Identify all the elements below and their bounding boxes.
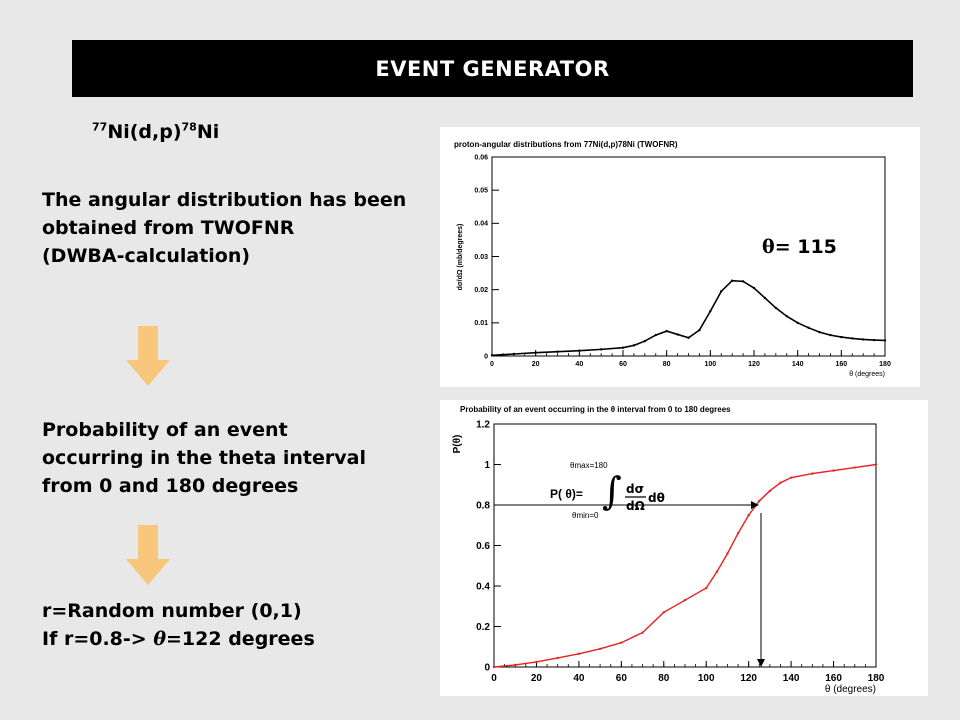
data-point <box>753 287 755 289</box>
data-point <box>665 330 667 332</box>
y-axis-label: dσ/dΩ (mb/degrees) <box>457 223 464 291</box>
data-point <box>600 348 602 350</box>
text-line: (DWBA-calculation) <box>42 245 251 267</box>
data-point <box>716 571 718 573</box>
x-tick-label: 140 <box>782 673 800 684</box>
data-point <box>807 327 809 329</box>
data-point <box>720 290 722 292</box>
text-line <box>42 625 422 653</box>
formula-denominator: dΩ <box>626 499 645 513</box>
data-point <box>731 280 733 282</box>
data-point <box>535 661 537 663</box>
theta-peak-label <box>762 236 837 258</box>
text-line: r=Random number (0,1) <box>42 600 302 622</box>
x-tick-label: 180 <box>867 673 885 684</box>
random-number-text <box>42 597 422 653</box>
text-line: Probability of an event <box>42 419 288 441</box>
y-tick-label: 1 <box>484 459 490 471</box>
data-point <box>644 340 646 342</box>
data-point <box>747 514 749 516</box>
theta-symbol: θ <box>153 628 167 650</box>
data-point <box>578 349 580 351</box>
plot-frame <box>494 424 876 667</box>
x-tick-label: 20 <box>531 361 540 368</box>
text-line: occurring in the theta interval <box>42 447 366 469</box>
x-tick-label: 140 <box>791 361 804 368</box>
x-tick-label: 80 <box>662 361 671 368</box>
cumulative-probability-svg <box>440 400 928 696</box>
reaction-core: Ni(d,p) <box>107 121 182 143</box>
data-point <box>811 472 813 474</box>
x-tick-label: 60 <box>615 673 627 684</box>
x-tick-label: 40 <box>573 673 585 684</box>
data-point <box>769 490 771 492</box>
data-point <box>851 337 853 339</box>
x-tick-label: 40 <box>575 361 584 368</box>
formula-numerator: dσ <box>626 482 644 496</box>
formula-prefix: P( θ)= <box>550 487 583 501</box>
theta-peak-value: = 115 <box>774 236 837 258</box>
y-tick-label: 0.2 <box>476 621 490 633</box>
data-point <box>862 338 864 340</box>
data-point <box>684 599 686 601</box>
formula-lower-limit: θmin=0 <box>572 511 599 520</box>
data-point <box>796 322 798 324</box>
x-axis-label: θ (degrees) <box>824 684 876 695</box>
x-tick-label: 100 <box>697 673 715 684</box>
slide-title: EVENT GENERATOR <box>72 40 913 97</box>
x-tick-label: 180 <box>879 361 891 368</box>
cumulative-probability-plot <box>440 400 928 696</box>
data-point <box>709 310 711 312</box>
x-tick-label: 60 <box>619 361 627 368</box>
mass-number-78: 78 <box>181 120 197 134</box>
data-point <box>818 331 820 333</box>
plot-title: Probability of an event occurring in the θ interval from 0 to 180 degrees <box>460 405 731 414</box>
y-tick-label: 0.4 <box>476 581 490 593</box>
y-tick-label: 0.8 <box>476 500 490 512</box>
x-tick-label: 0 <box>490 361 494 368</box>
y-tick-label: 0 <box>484 662 490 674</box>
x-tick-label: 20 <box>530 673 543 684</box>
formula-upper-limit: θmax=180 <box>570 461 608 470</box>
data-point <box>884 339 886 341</box>
data-point <box>875 463 877 465</box>
x-tick-label: 160 <box>835 361 848 368</box>
data-point <box>556 657 558 659</box>
plot-title: proton-angular distributions from 77Ni(d,p)78Ni (TWOFNR) <box>454 140 678 149</box>
data-point <box>775 307 777 309</box>
data-point <box>840 336 842 338</box>
data-point <box>873 339 875 341</box>
down-arrow-icon <box>126 525 170 585</box>
data-point <box>829 334 831 336</box>
data-point <box>578 653 580 655</box>
reaction-product: Ni <box>196 121 220 143</box>
y-tick-label: 0.6 <box>476 540 490 552</box>
angular-distribution-plot <box>440 127 920 387</box>
data-point <box>620 642 622 644</box>
y-tick-label: 0.02 <box>474 287 488 294</box>
down-arrow-icon <box>126 326 170 386</box>
data-point <box>705 587 707 589</box>
x-tick-label: 100 <box>704 361 717 368</box>
data-point <box>513 353 515 355</box>
data-point <box>663 611 665 613</box>
y-tick-label: 0.01 <box>474 320 488 328</box>
y-tick-label: 0.05 <box>474 187 488 195</box>
y-tick-label: 0.03 <box>474 253 488 261</box>
data-point <box>676 333 678 335</box>
probability-text <box>42 416 422 500</box>
reaction-label <box>92 118 219 146</box>
y-axis-label: P(θ) <box>452 434 463 454</box>
x-tick-label: 160 <box>825 673 842 684</box>
y-tick-label: 0.06 <box>474 154 488 162</box>
x-tick-label: 80 <box>658 673 670 684</box>
integral-sign: ∫ <box>602 469 622 513</box>
text-line: obtained from TWOFNR <box>42 217 295 239</box>
data-point <box>633 344 635 346</box>
data-point <box>641 631 643 633</box>
data-point <box>599 648 601 650</box>
text-segment: If r=0.8-> <box>42 628 154 650</box>
formula-tail: dθ <box>648 491 665 505</box>
text-segment: =122 degrees <box>166 628 315 650</box>
data-point <box>491 354 493 356</box>
data-point <box>742 280 744 282</box>
theta-symbol: θ <box>762 236 775 258</box>
data-point <box>790 476 792 478</box>
data-point <box>687 337 689 339</box>
y-tick-label: 1.2 <box>476 419 490 431</box>
data-point <box>655 334 657 336</box>
x-tick-label: 120 <box>740 673 758 684</box>
data-point <box>726 552 728 554</box>
data-point <box>514 664 516 666</box>
y-tick-label: 0 <box>484 353 488 361</box>
data-point <box>493 666 495 668</box>
data-point <box>534 351 536 353</box>
data-point <box>556 350 558 352</box>
x-axis-label: θ (degrees) <box>849 371 885 378</box>
mass-number-77: 77 <box>92 120 108 134</box>
angular-distribution-text <box>42 186 422 270</box>
data-point <box>758 500 760 502</box>
data-point <box>779 482 781 484</box>
data-point <box>854 466 856 468</box>
angular-distribution-svg <box>440 127 920 387</box>
data-point <box>698 329 700 331</box>
y-tick-label: 0.04 <box>474 220 488 228</box>
data-point <box>832 469 834 471</box>
data-series-line <box>492 281 885 356</box>
data-point <box>764 297 766 299</box>
data-point <box>786 315 788 317</box>
text-line: from 0 and 180 degrees <box>42 475 299 497</box>
text-line: The angular distribution has been <box>42 189 407 211</box>
x-tick-label: 0 <box>491 673 497 684</box>
data-point <box>737 532 739 534</box>
data-point <box>622 347 624 349</box>
x-tick-label: 120 <box>748 361 760 368</box>
